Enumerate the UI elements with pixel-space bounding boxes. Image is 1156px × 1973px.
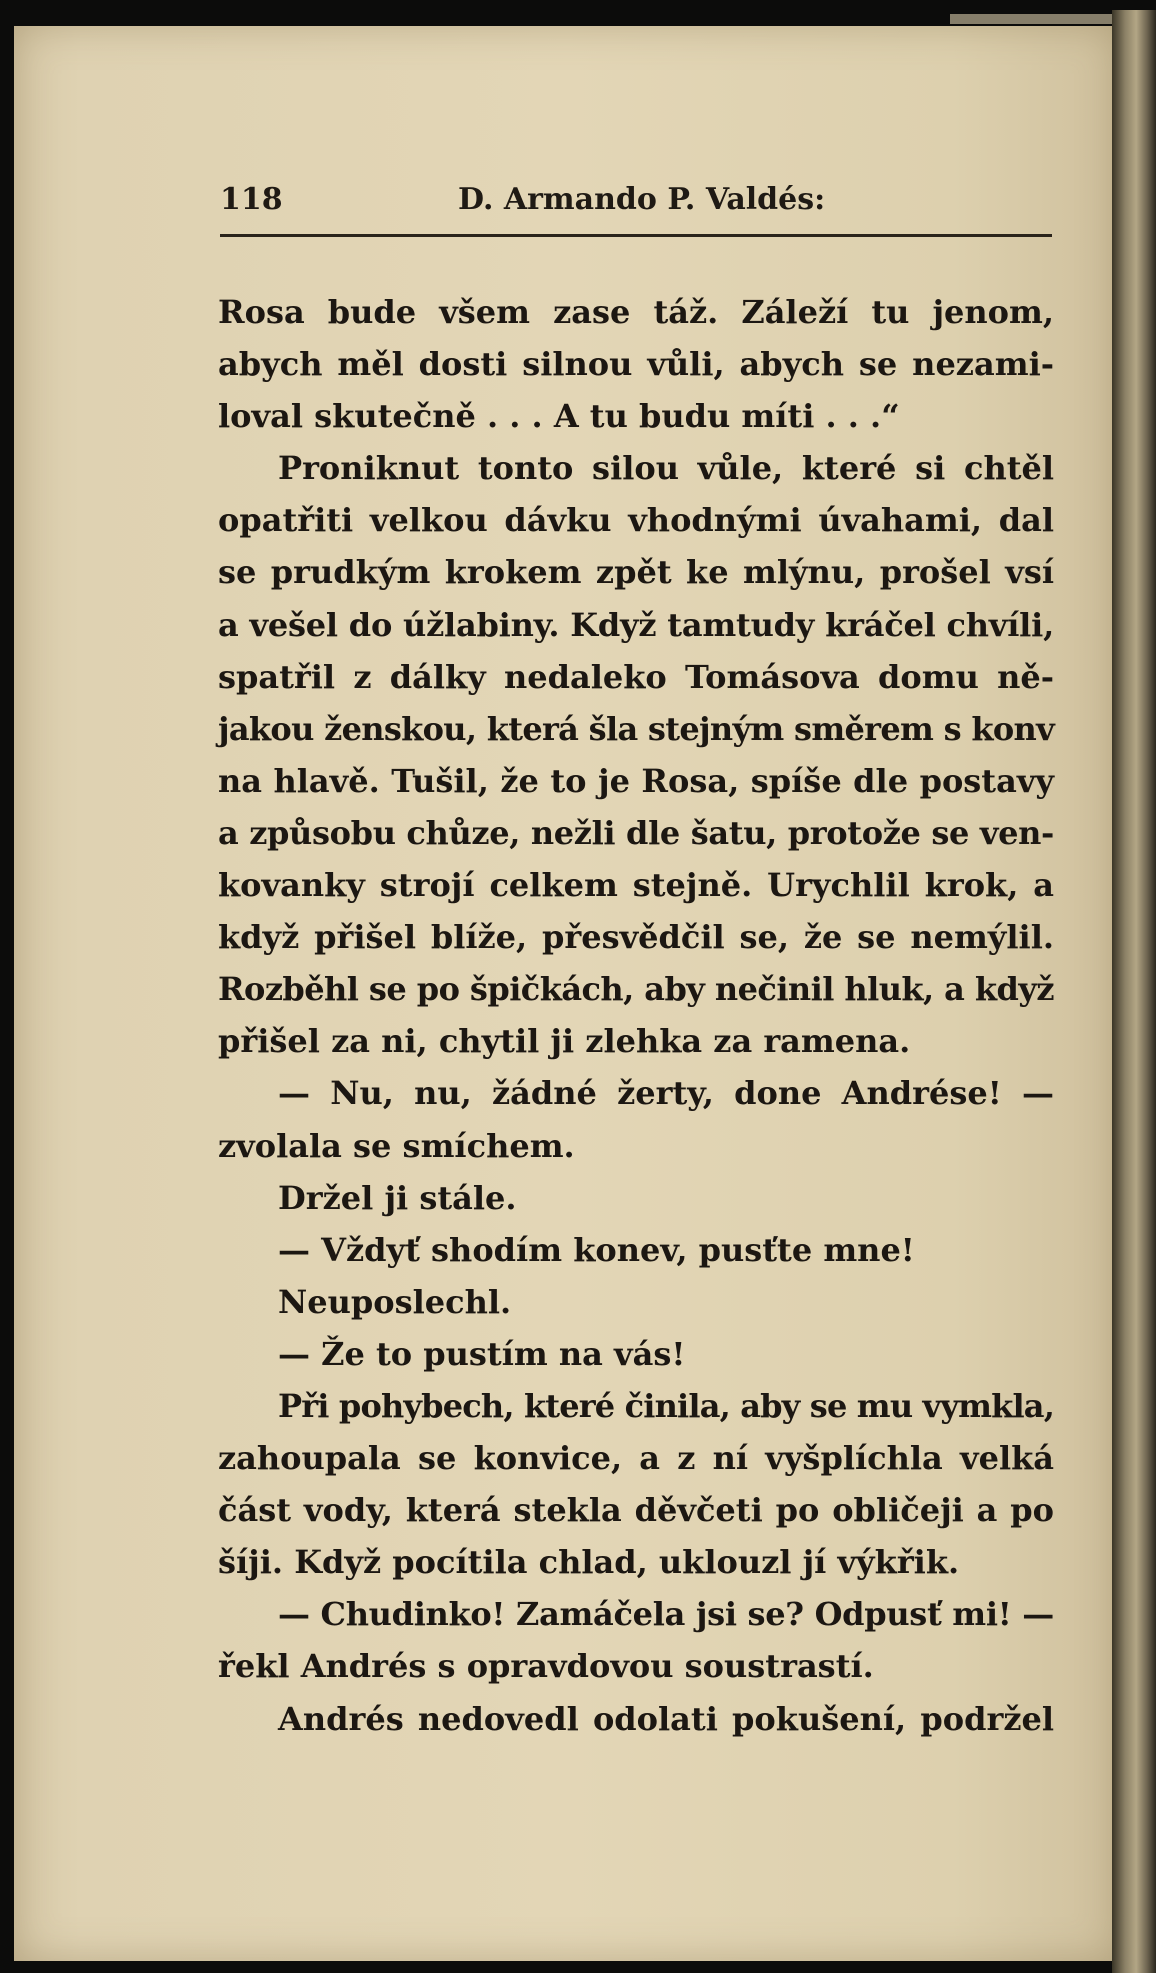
text-line: na hlavě. Tušil, že to je Rosa, spíše dle postavy — [218, 761, 1054, 800]
text-line: Rozběhl se po špičkách, aby nečinil hluk, a když — [218, 970, 1054, 1009]
text-line: zahoupala se konvice, a z ní vyšplíchla velká — [218, 1439, 1054, 1478]
text-line: Neuposlechl. — [278, 1282, 512, 1321]
text-line: šíji. Když pocítila chlad, uklouzl jí výkřik. — [218, 1543, 960, 1582]
text-line: a vešel do úžlabiny. Když tamtudy kráčel chvíli, — [218, 605, 1054, 644]
text-line: se prudkým krokem zpět ke mlýnu, prošel vsí — [218, 553, 1054, 592]
page-number: 118 — [220, 182, 283, 217]
running-head: D. Armando P. Valdés: — [458, 182, 826, 217]
text-line: když přišel blíže, přesvědčil se, že se nemýlil. — [218, 918, 1054, 957]
text-line: kovanky strojí celkem stejně. Urychlil krok, a — [218, 866, 1054, 905]
text-line: — Vždyť shodím konev, pusťte mne! — [278, 1230, 915, 1269]
text-line: část vody, která stekla děvčeti po obličeji a po — [218, 1491, 1054, 1530]
text-line: — Chudinko! Zamáčela jsi se? Odpusť mi! — — [278, 1595, 1055, 1634]
text-line: řekl Andrés s opravdovou soustrastí. — [218, 1647, 874, 1686]
text-line: spatřil z dálky nedaleko Tomásova domu ně- — [218, 657, 1054, 696]
text-line: Rosa bude všem zase táž. Záleží tu jenom, — [218, 293, 1054, 331]
text-line: opatřiti velkou dávku vhodnými úvahami, dal — [218, 501, 1054, 540]
text-line: loval skutečně . . . A tu budu míti . . .“ — [218, 397, 900, 436]
text-line: Držel ji stále. — [278, 1178, 517, 1217]
text-line: Andrés nedovedl odolati pokušení, podržel — [278, 1699, 1054, 1738]
text-line: jakou ženskou, která šla stejným směrem s konv — [218, 709, 1055, 748]
text-line: Při pohybech, které činila, aby se mu vymkla, — [278, 1386, 1055, 1425]
text-line: — Nu, nu, žádné žerty, done Andrése! — — [278, 1074, 1054, 1113]
text-line: Proniknut tonto silou vůle, které si chtěl — [278, 449, 1054, 488]
book-binding-edge — [1112, 10, 1156, 1973]
body-text — [218, 286, 1054, 1745]
text-line: abych měl dosti silnou vůli, abych se nezami- — [218, 345, 1054, 384]
page-header — [220, 182, 1052, 226]
text-line: a způsobu chůze, nežli dle šatu, protože se ven- — [218, 813, 1054, 852]
text-line: — Že to pustím na vás! — [278, 1334, 686, 1373]
header-rule — [220, 234, 1052, 237]
text-line: zvolala se smíchem. — [218, 1126, 575, 1165]
text-line: přišel za ni, chytil ji zlehka za ramena. — [218, 1022, 911, 1061]
